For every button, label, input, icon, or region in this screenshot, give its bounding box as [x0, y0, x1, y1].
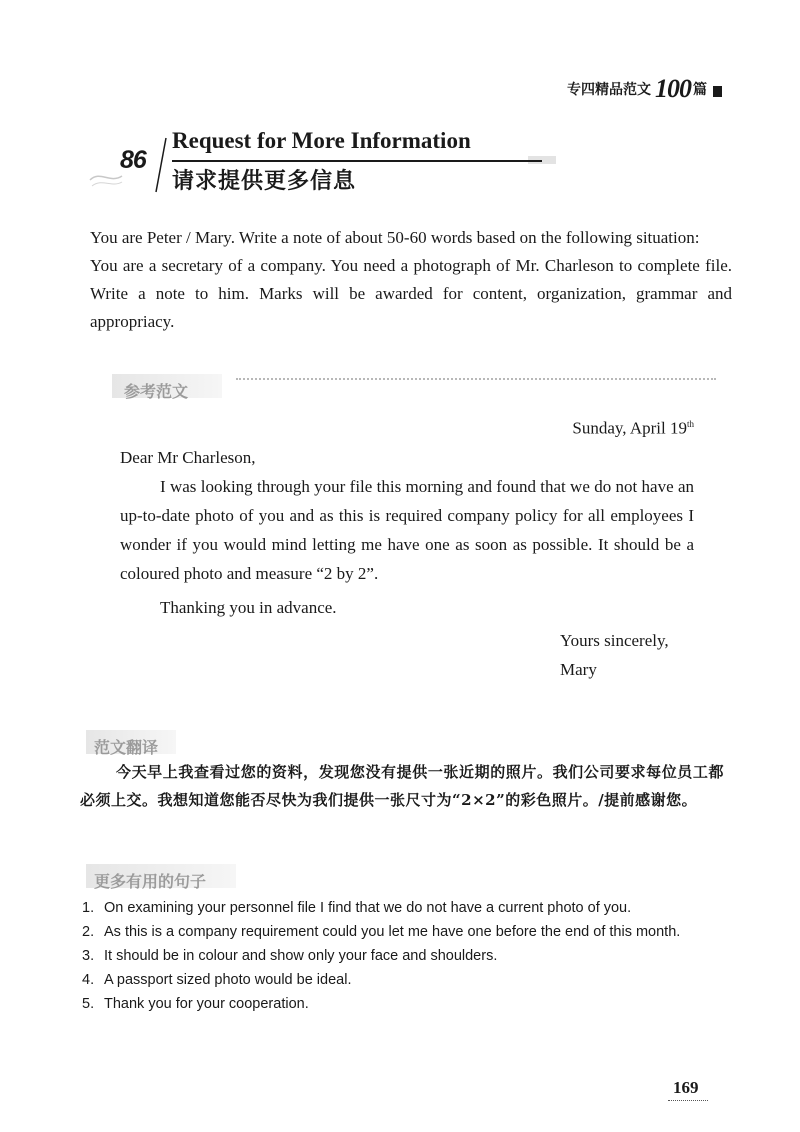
series-title: 专四精品范文 — [567, 82, 651, 98]
letter-closing: Yours sincerely, — [560, 630, 669, 650]
letter-body: I was looking through your file this morning and found that we do not have an up-to-date photo of you and as this is required company policy for all employees I wonder if you would mind letting me have one as soon as possible. It should be a coloured photo and measure “2 by 2”. — [120, 476, 694, 583]
letter-signature: Mary — [560, 659, 597, 679]
title-english: Request for More Information — [172, 128, 471, 153]
unit-title-block — [88, 124, 568, 204]
task-prompt — [90, 224, 732, 336]
header-block-icon — [713, 86, 722, 97]
page-number: 169 — [673, 1078, 699, 1097]
page-number-rule — [668, 1100, 708, 1102]
useful-sentences-list — [82, 896, 732, 1016]
section-tag-sample: 参考范文 — [124, 382, 189, 401]
running-header — [567, 74, 722, 104]
title-chinese: 请求提供更多信息 — [172, 169, 357, 194]
letter-date-text: Sunday, April 19 — [572, 418, 687, 438]
unit-number: 86 — [120, 146, 146, 174]
translation-text: 今天早上我查看过您的资料，发现您没有提供一张近期的照片。我们公司要求每位员工都必须上交。我想知道您能否尽快为我们提供一张尺寸为“2×2”的彩色照片。/提前感谢您。 — [80, 763, 724, 809]
letter-date — [120, 410, 694, 443]
sample-letter — [120, 410, 694, 684]
list-item: 5. Thank you for your cooperation. — [82, 996, 309, 1012]
letter-thanks: Thanking you in advance. — [160, 597, 337, 617]
letter-greeting: Dear Mr Charleson, — [120, 447, 256, 467]
list-item: 2. As this is a company requirement could you let me have one before the end of this month. — [82, 924, 681, 940]
prompt-instruction: You are Peter / Mary. Write a note of about 50-60 words based on the following situation: — [90, 228, 700, 247]
title-rule — [172, 160, 542, 162]
list-item: 4. A passport sized photo would be ideal. — [82, 972, 352, 988]
section-tag-translation: 范文翻译 — [94, 738, 159, 757]
section-tag-more: 更多有用的句子 — [94, 872, 207, 891]
tag-dotted-line — [236, 378, 716, 384]
slash-divider-icon — [152, 136, 170, 194]
series-unit: 篇 — [693, 82, 707, 98]
list-item: 3. It should be in colour and show only your face and shoulders. — [82, 948, 498, 964]
series-count: 100 — [655, 74, 691, 103]
letter-date-suffix: th — [686, 419, 694, 429]
list-item: 1. On examining your personnel file I find that we do not have a current photo of you. — [82, 900, 632, 916]
prompt-situation: You are a secretary of a company. You need a photograph of Mr. Charleson to complete file. Write a note to him. Marks will be awarded for content, organization, grammar and appropriacy. — [90, 256, 732, 331]
